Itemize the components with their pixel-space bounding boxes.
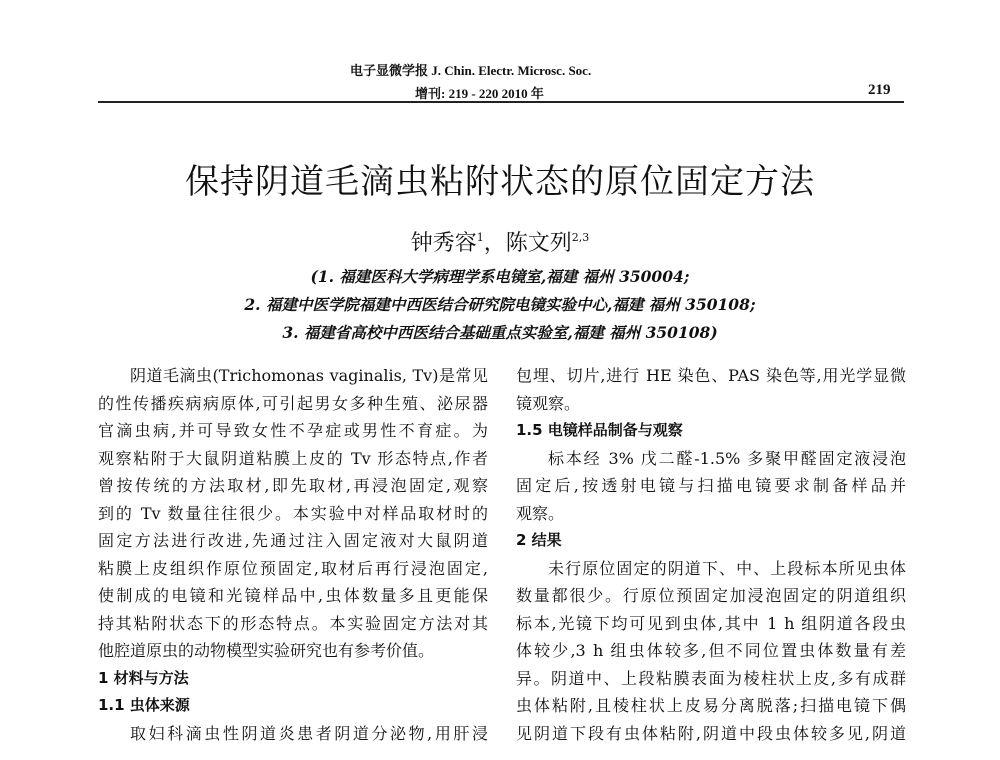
body-line: 曾按传统的方法取材,即先取材,再浸泡固定,观察 bbox=[98, 476, 488, 495]
body-line: 异。阴道中、上段粘膜表面为棱柱状上皮,多有成群 bbox=[516, 668, 906, 688]
body-line: 粘膜上皮组织作原位预固定,取材后再行浸泡固定, bbox=[98, 558, 488, 578]
paper-title: 保持阴道毛滴虫粘附状态的原位固定方法 bbox=[185, 162, 815, 202]
body-line: 观察粘附于大鼠阴道粘膜上皮的 Tv 形态特点,作者 bbox=[98, 448, 488, 468]
right-column bbox=[516, 362, 906, 747]
affiliation-3: 3. 福建省高校中西医结合基础重点实验室,福建 福州 350108) bbox=[282, 323, 718, 342]
body-line: 阴道毛滴虫(Trichomonas vaginalis, Tv)是常见 bbox=[130, 366, 488, 385]
author-1-affiliation-mark: 1 bbox=[476, 231, 484, 244]
author-2: 陈文列 bbox=[505, 231, 572, 256]
body-line: 镜观察。 bbox=[516, 393, 581, 413]
body-line: 固定方法进行改进,先通过注入固定液对大鼠阴道 bbox=[98, 531, 488, 550]
body-line: 固定后,按透射电镜与扫描电镜要求制备样品并 bbox=[516, 476, 906, 495]
issue-info: 增刊: 219 - 220 2010 年 bbox=[415, 86, 544, 101]
body-line: 未行原位固定的阴道下、中、上段标本所见虫体 bbox=[548, 558, 906, 578]
subsection-heading: 1.5 电镜样品制备与观察 bbox=[516, 421, 683, 439]
author-2-affiliation-mark: 2,3 bbox=[571, 231, 590, 244]
section-heading: 2 结果 bbox=[516, 531, 562, 549]
header-rule bbox=[98, 101, 904, 103]
page-number: 219 bbox=[868, 82, 891, 98]
section-heading: 1 材料与方法 bbox=[98, 668, 189, 687]
left-column bbox=[98, 362, 488, 747]
body-line: 体较少,3 h 组虫体较多,但不同位置虫体数量有差 bbox=[516, 641, 906, 660]
journal-name: 电子显微学报 J. Chin. Electr. Microsc. Soc. bbox=[350, 63, 592, 78]
body-line: 标本经 3% 戊二醛-1.5% 多聚甲醛固定液浸泡 bbox=[548, 448, 906, 468]
body-line: 观察。 bbox=[516, 503, 565, 523]
body-line: 取妇科滴虫性阴道炎患者阴道分泌物,用肝浸 bbox=[130, 723, 488, 743]
author-line bbox=[0, 226, 1000, 257]
body-line: 官滴虫病,并可导致女性不孕症或男性不育症。为 bbox=[98, 421, 488, 440]
body-line: 的性传播疾病病原体,可引起男女多种生殖、泌尿器 bbox=[98, 393, 488, 413]
author-separator: ， bbox=[483, 231, 506, 256]
body-line: 虫体粘附,且棱柱状上皮易分离脱落;扫描电镜下偶 bbox=[516, 696, 906, 715]
subsection-heading: 1.1 虫体来源 bbox=[98, 696, 190, 714]
affiliation-2: 2. 福建中医学院福建中西医结合研究院电镜实验中心,福建 福州 350108; bbox=[244, 295, 756, 314]
body-line: 包埋、切片,进行 HE 染色、PAS 染色等,用光学显微 bbox=[516, 366, 906, 385]
body-line: 他腔道原虫的动物模型实验研究也有参考价值。 bbox=[98, 641, 435, 660]
body-line: 标本,光镜下均可见到虫体,其中 1 h 组阴道各段虫 bbox=[516, 613, 906, 633]
body-line: 使制成的电镜和光镜样品中,虫体数量多且更能保 bbox=[98, 586, 488, 605]
body-line: 见阴道下段有虫体粘附,阴道中段虫体较多见,阴道 bbox=[516, 723, 906, 743]
author-1: 钟秀容 bbox=[410, 231, 477, 256]
body-line: 数量都很少。行原位预固定加浸泡固定的阴道组织 bbox=[516, 586, 906, 605]
body-line: 到的 Tv 数量往往很少。本实验中对样品取材时的 bbox=[98, 503, 488, 523]
body-line: 持其粘附状态下的形态特点。本实验固定方法对其 bbox=[98, 613, 488, 633]
affiliation-1: (1. 福建医科大学病理学系电镜室,福建 福州 350004; bbox=[310, 267, 690, 286]
